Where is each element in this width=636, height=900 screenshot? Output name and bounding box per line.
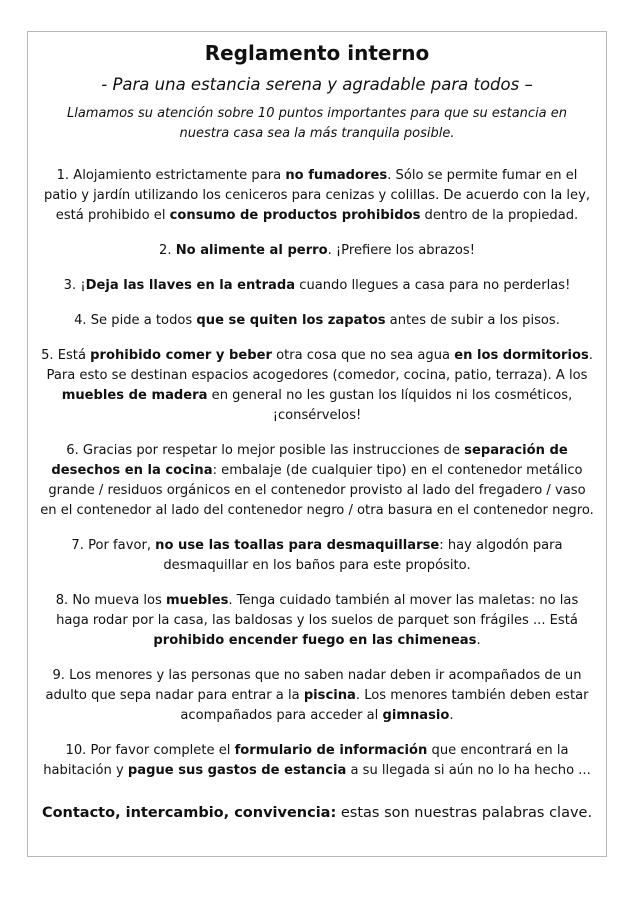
rule-6 xyxy=(40,441,594,521)
text-segment: en general no les gustan los líquidos ni los cosméticos, ¡consérvelos! xyxy=(207,388,573,423)
text-segment: otra cosa que no sea agua xyxy=(271,348,455,363)
text-segment: 8. No mueva los xyxy=(55,593,167,608)
text-segment: a su llegada si aún no lo ha hecho ... xyxy=(346,763,591,778)
emphasized-text: que se quiten los zapatos xyxy=(196,313,386,328)
text-segment: 6. Gracias por respetar lo mejor posible las instrucciones de xyxy=(66,443,465,458)
emphasized-text: no use las toallas para desmaquillarse xyxy=(155,538,440,553)
text-segment: 9. Los menores y las personas que no saben nadar deben ir acompañados de un adulto que sepa nadar para entrar a la xyxy=(45,668,582,703)
page-title: Reglamento interno xyxy=(204,41,430,65)
text-segment: 4. Se pide a todos xyxy=(74,313,197,328)
closing-statement xyxy=(38,803,596,823)
emphasized-text: separación de desechos en la cocina xyxy=(51,443,568,478)
text-segment: 7. Por favor, xyxy=(71,538,156,553)
emphasized-text: consumo de productos prohibidos xyxy=(169,208,421,223)
emphasized-text: muebles xyxy=(166,593,229,608)
text-segment: . Sólo se permite fumar en el patio y jardín utilizando los ceniceros para cenizas y colillas. De acuerdo con la ley, está prohibido el xyxy=(43,168,591,223)
rule-9 xyxy=(40,666,594,726)
house-rules-document xyxy=(30,34,604,823)
emphasized-text: piscina xyxy=(303,688,356,703)
text-segment: antes de subir a los pisos. xyxy=(385,313,560,328)
emphasized-text: muebles de madera xyxy=(61,388,208,403)
text-segment: 10. Por favor complete el xyxy=(65,743,235,758)
page-subtitle: - Para una estancia serena y agradable para todos – xyxy=(101,75,533,94)
text-segment: cuando llegues a casa para no perderlas! xyxy=(295,278,571,293)
emphasized-text: gimnasio xyxy=(382,708,450,723)
text-segment: . ¡Prefiere los abrazos! xyxy=(327,243,475,258)
rule-7 xyxy=(40,536,594,576)
emphasized-text: Deja las llaves en la entrada xyxy=(85,278,296,293)
emphasized-text: prohibido encender fuego en las chimeneas xyxy=(153,633,477,648)
text-segment: estas son nuestras palabras clave. xyxy=(336,805,593,821)
text-segment: 5. Está xyxy=(41,348,91,363)
text-segment: 3. ¡ xyxy=(63,278,86,293)
text-segment: . xyxy=(449,708,454,723)
emphasized-text: pague sus gastos de estancia xyxy=(127,763,347,778)
text-segment: 2. xyxy=(159,243,176,258)
rule-3 xyxy=(40,276,594,296)
rule-10 xyxy=(40,741,594,781)
text-segment: . Los menores también deben estar acompañados para acceder al xyxy=(180,688,589,723)
text-segment: . Tenga cuidado también al mover las maletas: no las haga rodar por la casa, las baldosas y los suelos de parquet son frágiles ... Está xyxy=(56,593,579,628)
emphasized-text: no fumadores xyxy=(285,168,388,183)
text-segment: . Para esto se destinan espacios acogedores (comedor, cocina, patio, terraza). A los xyxy=(46,348,593,383)
rules-list xyxy=(30,166,604,781)
text-segment: . xyxy=(476,633,481,648)
text-segment: 1. Alojamiento estrictamente para xyxy=(56,168,286,183)
emphasized-text: prohibido comer y beber xyxy=(90,348,272,363)
text-segment: dentro de la propiedad. xyxy=(420,208,579,223)
emphasized-text: No alimente al perro xyxy=(175,243,328,258)
rule-4 xyxy=(40,311,594,331)
rule-5 xyxy=(40,346,594,426)
rule-1 xyxy=(40,166,594,226)
emphasized-text: en los dormitorios xyxy=(454,348,589,363)
emphasized-text: formulario de información xyxy=(234,743,428,758)
text-segment: : hay algodón para desmaquillar en los baños para este propósito. xyxy=(163,538,563,573)
intro-text: Llamamos su atención sobre 10 puntos importantes para que su estancia en nuestra casa sea la más tranquila posible. xyxy=(66,106,568,141)
rule-8 xyxy=(40,591,594,651)
emphasized-text: Contacto, intercambio, convivencia: xyxy=(41,805,337,821)
text-segment: : embalaje (de cualquier tipo) en el contenedor metálico grande / residuos orgánicos en el contenedor provisto al lado del fregadero / vaso en el contenedor al lado del contenedor negro / otra basura en el contenedor negro. xyxy=(40,463,594,518)
text-segment: que encontrará en la habitación y xyxy=(43,743,569,778)
rule-2 xyxy=(40,241,594,261)
